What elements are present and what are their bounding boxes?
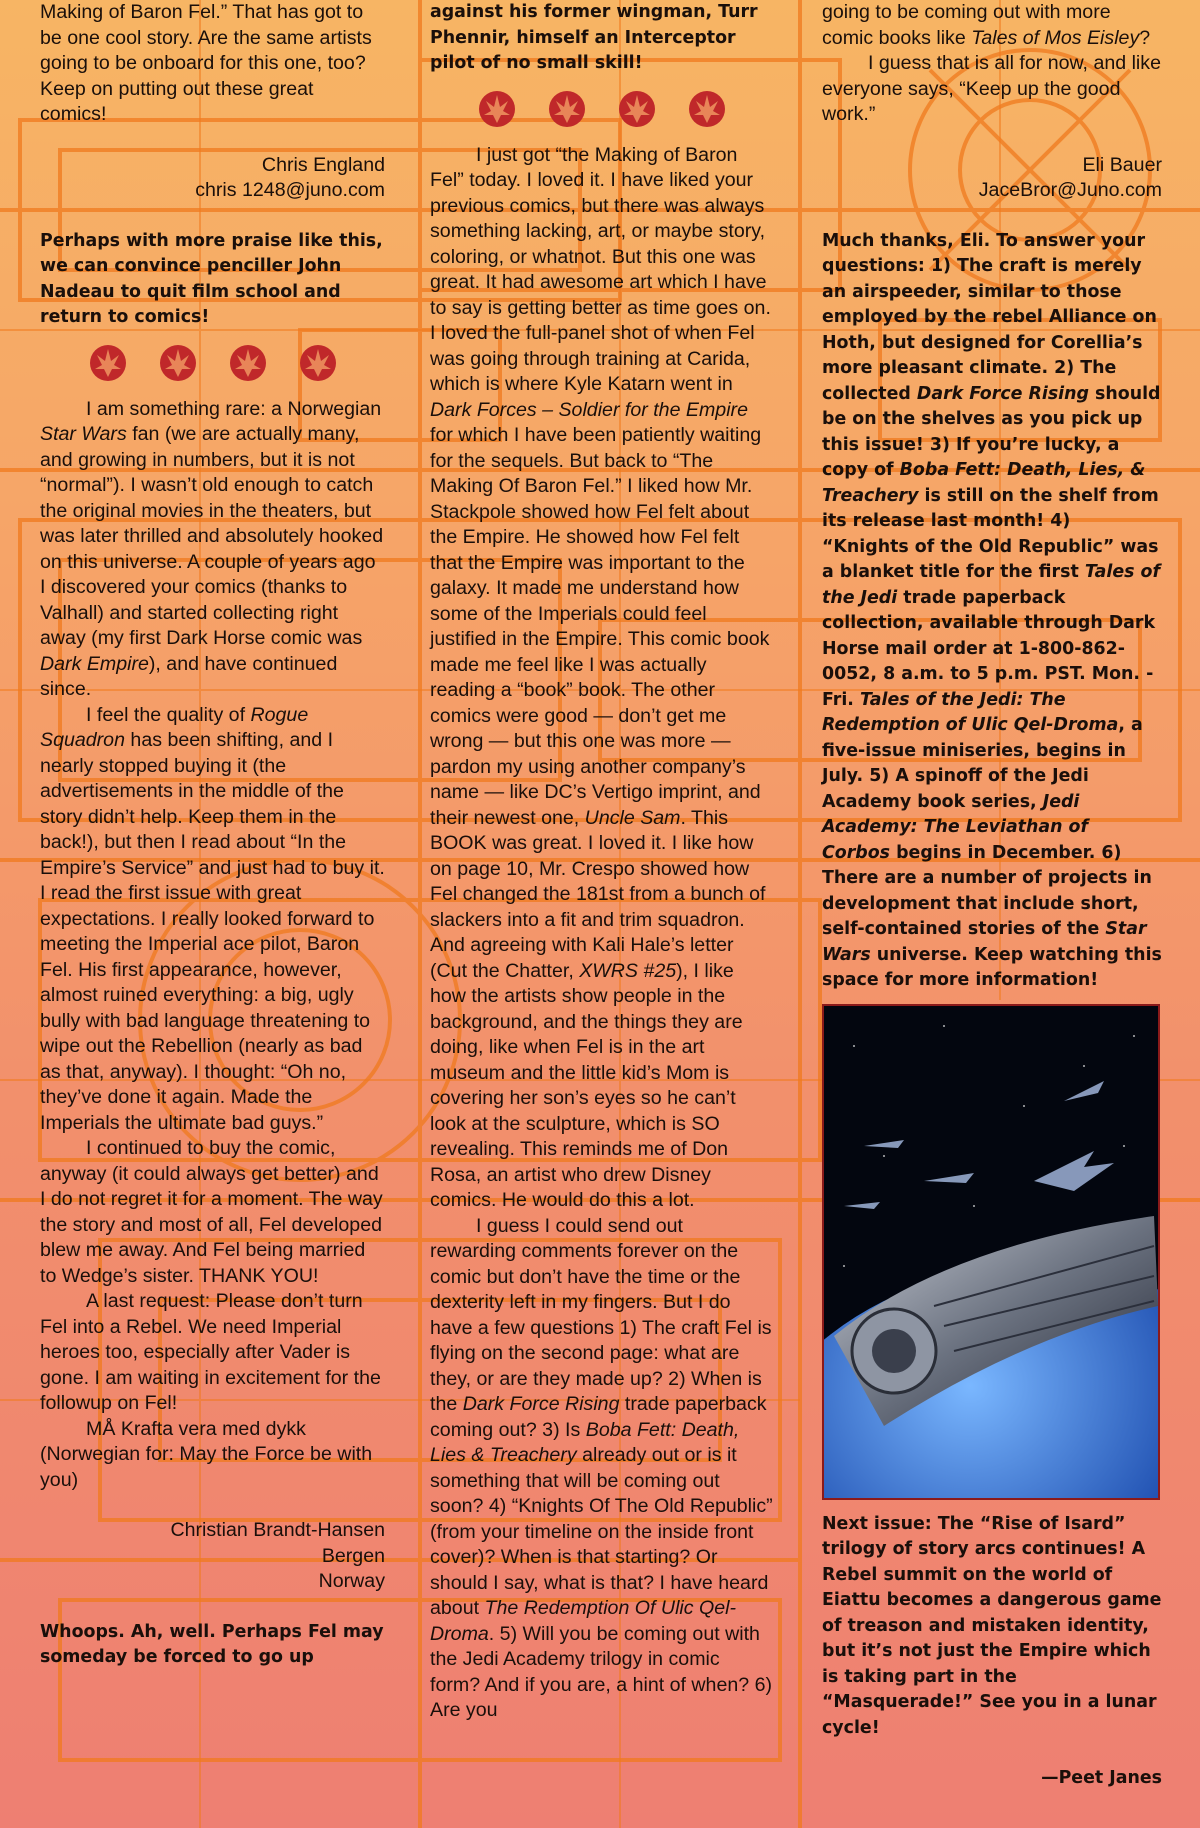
signature-name: Christian Brandt-Hansen [170, 1519, 385, 1541]
letter-text: going to be coming out with more comic books like Tales of Mos Eisley? [822, 1, 1151, 49]
column-middle [430, 0, 774, 1724]
column-right [822, 0, 1162, 1792]
rebel-alliance-icon [687, 89, 727, 129]
letter-paragraph: MÅ Krafta vera med dykk (Norwegian for: May the Force be with you) [40, 1417, 373, 1491]
letter-paragraph: I guess I could send out rewarding comments forever on the comic but don’t have the time or the dexterity left in my fingers. But I do have a few questions 1) The craft Fel is flying on the second page: what are they, or are they made up? 2) When is the Dark Force Rising trade paperback coming out? 3) Is Boba Fett: Death, Lies & Treachery already out or is it something that will be coming out soon? 4) “Knights Of The Old Republic” (from your timeline on the inside front cover)? When is that starting? Or should I say, what is that? I have heard about The Redemption Of Ulic Qel-Droma. 5) Will you be coming out with the Jedi Academy trilogy in comic form? And if you are, a hint of when? 6) Are you [430, 1214, 773, 1721]
signature-name: Chris England [261, 153, 385, 176]
cover-art-image [822, 1004, 1160, 1500]
letter-paragraph: I feel the quality of Rogue Squadron has been shifting, and I nearly stopped buying it (the advertisements in the middle of the story didn’t help. Keep them in the back!), but then I read about “In the Empire’s Service” and just had to buy it. I read the first issue with great expectations. I really looked forward to meeting the Imperial ace pilot, Baron Fel. His first appearance, however, almost ruined everything: a big, ugly bully with bad language threatening to wipe out the Rebellion (nearly as bad as that, anyway). I thought: “Oh no, they’ve done it again. Made the Imperials the ultimate bad guys.” [40, 703, 385, 1134]
rebel-alliance-icon [88, 343, 128, 383]
letter-paragraph: I guess that is all for now, and like everyone says, “Keep up the good work.” [822, 52, 1161, 125]
editor-reply: against his former wingman, Turr Phennir, himself an Interceptor pilot of no small skill! [430, 2, 758, 73]
starship-illustration [824, 1006, 1158, 1498]
letter-paragraph: I just got “the Making of Baron Fel” today. I loved it. I have liked your previous comics, but there was always something lacking, art, or maybe story, coloring, or whatnot. But this one was great. It had awesome art which I have to say is getting better as time goes on. I loved the full-panel shot of when Fel was going through training at Carida, which is where Kyle Katarn went in Dark Forces – Soldier for the Empire for which I have been patiently waiting for the sequels. But back to “The Making Of Baron Fel.” I liked how Mr. Stackpole showed how Fel felt about the Empire. He showed how Fel felt that the Empire was important to the galaxy. It made me understand how some of the Imperials could feel justified in the Empire. This comic book made me feel like I was actually reading a “book” book. The other comics were good — don’t get me wrong — but this one was more — pardon my using another company’s name — like DC’s Vertigo imprint, and their newest one, Uncle Sam. This BOOK was great. I loved it. I like how on page 10, Mr. Crespo showed how Fel changed the 181st from a bunch of slackers into a fit and trim squadron. And agreeing with Kali Hale’s letter (Cut the Chatter, XWRS #25), I like how the artists show people in the background, and the things they are doing, like when Fel is in the art museum and the little kid’s Mom is covering her son’s eyes so he can’t look at the sculpture, which is SO revealing. This reminds me of Don Rosa, an artist who drew Disney comics. He would do this a lot. [430, 143, 771, 1211]
letter-text: Making of Baron Fel.” That has got to be one cool story. Are the same artists going to be onboard for this one, too? Keep on putting out these great comics! [40, 1, 372, 125]
next-issue-blurb: Next issue: The “Rise of Isard” trilogy of story arcs continues! A Rebel summit on the world of Eiattu becomes a dangerous game of treason and mistaken identity, but it’s not just the Empire which is taking part in the “Masquerade!” See you in a lunar cycle! [822, 1513, 1162, 1738]
rebel-alliance-icon [477, 89, 517, 129]
editor-reply: Much thanks, Eli. To answer your questions: 1) The craft is merely an airspeeder, similar to those employed by the rebel Alliance on Hoth, but designed for Corellia’s more pleasant climate. 2) The collected Dark Force Rising should be on the shelves as you pick up this issue! 3) If you’re lucky, a copy of Boba Fett: Death, Lies, & Treachery is still on the shelf from its release last month! 4) “Knights of the Old Republic” was a blanket title for the first Tales of the Jedi trade paperback collection, available through Dark Horse mail order at 1-800-862-0052, 8 a.m. to 5 p.m. PST. Mon. - Fri. Tales of the Jedi: The Redemption of Ulic Qel-Droma, a five-issue miniseries, begins in July. 5) A spinoff of the Jedi Academy book series, Jedi Academy: The Leviathan of Corbos begins in December. 6) There are a number of projects in development that include short, self-contained stories of the Star Wars universe. Keep watching this space for more information! [822, 230, 1162, 990]
rebel-alliance-icon [617, 89, 657, 129]
editor-signoff: —Peet Janes [1041, 1768, 1162, 1788]
rebel-alliance-icon [547, 89, 587, 129]
signature-email: JaceBror@Juno.com [978, 179, 1162, 201]
letter-paragraph: A last request: Please don’t turn Fel into a Rebel. We need Imperial heroes too, especially after Vader is gone. I am waiting in excitement for the followup on Fel! [40, 1290, 381, 1414]
editor-reply: Whoops. Ah, well. Perhaps Fel may someday be forced to go up [40, 1621, 384, 1667]
signature-country: Norway [318, 1570, 385, 1592]
signature-name: Eli Bauer [1082, 153, 1162, 176]
letter-paragraph: I am something rare: a Norwegian Star Wars fan (we are actually many, and growing in numbers, but it is not “normal”). I wasn’t old enough to catch the original movies in the theaters, but was later thrilled and absolutely hooked on this universe. A couple of years ago I discovered your comics (thanks to Valhall) and started collecting right away (my first Dark Horse comic was Dark Empire), and have continued since. [40, 397, 384, 700]
letter-paragraph: I continued to buy the comic, anyway (it could always get better) and I do not regret it for a moment. The way the story and most of all, Fel developed blew me away. And Fel being married to Wedge’s sister. THANK YOU! [40, 1137, 383, 1287]
editor-reply: Perhaps with more praise like this, we can convince penciller John Nadeau to quit film school and return to comics! [40, 230, 383, 327]
signature-city: Bergen [321, 1544, 385, 1567]
signature-email: chris 1248@juno.com [195, 179, 385, 201]
rebel-alliance-icon [298, 343, 338, 383]
emblem-divider [40, 343, 385, 383]
column-left [40, 0, 385, 1671]
emblem-divider [430, 89, 774, 129]
rebel-alliance-icon [228, 343, 268, 383]
rebel-alliance-icon [158, 343, 198, 383]
